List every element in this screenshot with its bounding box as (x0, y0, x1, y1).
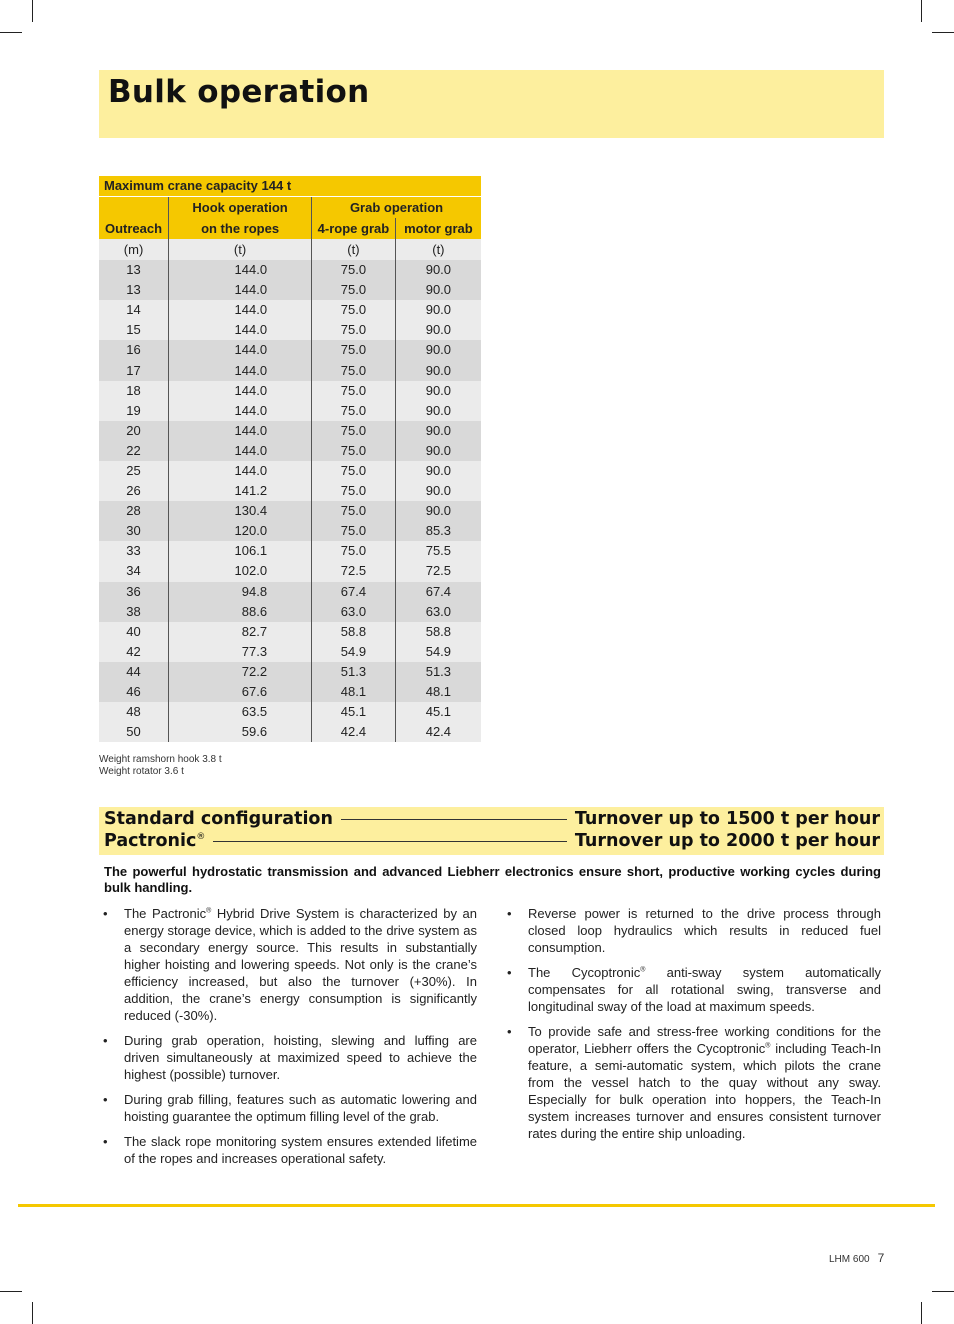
table-row (99, 401, 481, 421)
outreach-cell: 13 (99, 280, 169, 300)
outreach-cell: 22 (99, 441, 169, 461)
motor-grab-cell: 90.0 (395, 280, 481, 300)
table-row (99, 481, 481, 501)
motor-grab-cell: 90.0 (395, 340, 481, 360)
outreach-cell: 48 (99, 702, 169, 722)
table-header-row (99, 218, 481, 239)
table-row (99, 340, 481, 360)
rope-grab-cell: 75.0 (312, 340, 396, 360)
hook-capacity-cell: 94.8 (169, 582, 312, 602)
list-item (103, 905, 477, 1024)
crop-mark (921, 1302, 922, 1324)
rope-grab-cell: 75.0 (312, 260, 396, 280)
config-pactronic-turnover: Turnover up to 2000 t per hour (574, 831, 880, 851)
hook-capacity-cell: 144.0 (169, 401, 312, 421)
table-caption: Maximum crane capacity 144 t (99, 176, 481, 197)
divider-line (213, 841, 567, 842)
rope-grab-cell: 54.9 (312, 642, 396, 662)
bullet: • (103, 1092, 108, 1107)
hook-capacity-cell: 120.0 (169, 521, 312, 541)
config-row-standard (104, 808, 880, 830)
motor-grab-cell: 67.4 (395, 582, 481, 602)
motor-grab-cell: 90.0 (395, 381, 481, 401)
hook-capacity-cell: 144.0 (169, 421, 312, 441)
feature-list (103, 905, 477, 1167)
list-item (103, 1091, 477, 1125)
table-row (99, 461, 481, 481)
motor-grab-cell: 90.0 (395, 501, 481, 521)
text: During grab filling, features such as automatic lowering and hoisting guarantee the optimum filling level of the grab. (124, 1092, 477, 1124)
capacity-table (99, 176, 481, 742)
hook-capacity-cell: 82.7 (169, 622, 312, 642)
outreach-cell: 17 (99, 360, 169, 380)
table-row (99, 381, 481, 401)
registered-mark: ® (640, 966, 646, 974)
outreach-cell: 13 (99, 260, 169, 280)
crop-mark (932, 1291, 954, 1292)
outreach-cell: 28 (99, 501, 169, 521)
crop-mark (0, 1291, 22, 1292)
header-empty (99, 197, 169, 219)
unit-cell: (m) (99, 239, 169, 260)
table-row (99, 682, 481, 702)
bullet: • (507, 1024, 512, 1039)
note-rotator: Weight rotator 3.6 t (99, 766, 184, 777)
hook-capacity-cell: 77.3 (169, 642, 312, 662)
outreach-cell: 16 (99, 340, 169, 360)
crop-mark (32, 1302, 33, 1324)
unit-cell: (t) (312, 239, 396, 260)
bullet: • (507, 965, 512, 980)
outreach-cell: 33 (99, 541, 169, 561)
rope-grab-cell: 75.0 (312, 461, 396, 481)
title-band (99, 70, 884, 138)
model-name: LHM 600 (829, 1254, 870, 1265)
unit-cell: (t) (395, 239, 481, 260)
text: To provide safe and stress-free working conditions for the operator, Liebherr offers the Cycoptronic (528, 1024, 881, 1056)
right-column (507, 905, 881, 1150)
table-body (99, 260, 481, 742)
hook-capacity-cell: 144.0 (169, 300, 312, 320)
page-footer (829, 1251, 884, 1265)
rope-grab-cell: 58.8 (312, 622, 396, 642)
rope-grab-cell: 75.0 (312, 320, 396, 340)
outreach-cell: 15 (99, 320, 169, 340)
registered-mark: ® (196, 832, 206, 843)
registered-mark: ® (765, 1042, 771, 1050)
config-row-pactronic (104, 830, 880, 852)
hook-capacity-cell: 67.6 (169, 682, 312, 702)
rope-grab-cell: 75.0 (312, 521, 396, 541)
table-row (99, 280, 481, 300)
hook-capacity-cell: 144.0 (169, 441, 312, 461)
motor-grab-cell: 58.8 (395, 622, 481, 642)
table-notes (99, 754, 222, 778)
hook-capacity-cell: 144.0 (169, 381, 312, 401)
list-item (103, 1133, 477, 1167)
bullet: • (103, 1134, 108, 1149)
table-row (99, 722, 481, 742)
table-row (99, 541, 481, 561)
hook-capacity-cell: 59.6 (169, 722, 312, 742)
outreach-cell: 44 (99, 662, 169, 682)
table-row (99, 260, 481, 280)
config-standard-turnover: Turnover up to 1500 t per hour (574, 809, 880, 829)
table-row (99, 501, 481, 521)
motor-grab-cell: 90.0 (395, 421, 481, 441)
rope-grab-cell: 75.0 (312, 300, 396, 320)
outreach-cell: 40 (99, 622, 169, 642)
motor-grab-cell: 90.0 (395, 481, 481, 501)
hook-capacity-cell: 144.0 (169, 360, 312, 380)
text: including Teach-In feature, a semi-automatic system, which pilots the crane from the vessel hatch to the quay without any sway. Especially for bulk operation into hoppers, the Teach-In system increases turnover and ensures consistent turnover rates during the entire ship unloading. (528, 1041, 881, 1141)
table-row (99, 561, 481, 581)
motor-grab-cell: 90.0 (395, 260, 481, 280)
outreach-cell: 34 (99, 561, 169, 581)
note-ramshorn-hook: Weight ramshorn hook 3.8 t (99, 754, 222, 765)
configuration-band (99, 807, 884, 855)
hook-capacity-cell: 63.5 (169, 702, 312, 722)
header-hook-operation: Hook operation (169, 197, 312, 219)
rope-grab-cell: 48.1 (312, 682, 396, 702)
hook-capacity-cell: 88.6 (169, 602, 312, 622)
rope-grab-cell: 75.0 (312, 481, 396, 501)
outreach-cell: 20 (99, 421, 169, 441)
hook-capacity-cell: 144.0 (169, 340, 312, 360)
feature-list (507, 905, 881, 1142)
header-motor-grab: motor grab (395, 218, 481, 239)
table-row (99, 602, 481, 622)
table-row (99, 622, 481, 642)
table-row (99, 521, 481, 541)
text: anti-sway system automatically compensates for all rotational swing, transverse and longitudinal sway of the load at maximum speeds. (528, 965, 881, 1014)
outreach-cell: 25 (99, 461, 169, 481)
unit-cell: (t) (169, 239, 312, 260)
hook-capacity-cell: 144.0 (169, 280, 312, 300)
motor-grab-cell: 48.1 (395, 682, 481, 702)
registered-mark: ® (206, 907, 212, 915)
motor-grab-cell: 54.9 (395, 642, 481, 662)
rope-grab-cell: 72.5 (312, 561, 396, 581)
crop-mark (932, 32, 954, 33)
outreach-cell: 19 (99, 401, 169, 421)
list-item (507, 905, 881, 956)
text: Reverse power is returned to the drive process through closed loop hydraulics which results in reduced fuel consumption. (528, 906, 881, 955)
motor-grab-cell: 45.1 (395, 702, 481, 722)
text: The slack rope monitoring system ensures extended lifetime of the ropes and increases operational safety. (124, 1134, 477, 1166)
text: The Cycoptronic (528, 965, 641, 980)
table-row (99, 421, 481, 441)
table-row (99, 441, 481, 461)
outreach-cell: 18 (99, 381, 169, 401)
motor-grab-cell: 90.0 (395, 300, 481, 320)
motor-grab-cell: 63.0 (395, 602, 481, 622)
outreach-cell: 50 (99, 722, 169, 742)
table-header-row (99, 197, 481, 219)
rope-grab-cell: 45.1 (312, 702, 396, 722)
header-on-the-ropes: on the ropes (169, 218, 312, 239)
hook-capacity-cell: 141.2 (169, 481, 312, 501)
table-row (99, 320, 481, 340)
config-pactronic-label (104, 831, 205, 851)
hook-capacity-cell: 102.0 (169, 561, 312, 581)
table-row (99, 702, 481, 722)
rope-grab-cell: 75.0 (312, 360, 396, 380)
outreach-cell: 30 (99, 521, 169, 541)
outreach-cell: 38 (99, 602, 169, 622)
table-row (99, 360, 481, 380)
rope-grab-cell: 75.0 (312, 501, 396, 521)
motor-grab-cell: 42.4 (395, 722, 481, 742)
rope-grab-cell: 75.0 (312, 381, 396, 401)
motor-grab-cell: 75.5 (395, 541, 481, 561)
text: Hybrid Drive System is characterized by an energy storage device, which is added to the drive system as a secondary energy source. This results in substantially higher hoisting and lowering speeds. Not only is the crane’s efficiency increased, but also the turnover (+30%). In addition, the crane’s energy consumption is significantly reduced (-30%). (124, 906, 477, 1023)
rope-grab-cell: 75.0 (312, 401, 396, 421)
hook-capacity-cell: 106.1 (169, 541, 312, 561)
header-outreach: Outreach (99, 218, 169, 239)
table-row (99, 642, 481, 662)
text: The Pactronic (124, 906, 207, 921)
rope-grab-cell: 63.0 (312, 602, 396, 622)
rope-grab-cell: 67.4 (312, 582, 396, 602)
outreach-cell: 36 (99, 582, 169, 602)
intro-paragraph: The powerful hydrostatic transmission and advanced Liebherr electronics ensure short, productive working cycles during bulk handling. (104, 864, 881, 895)
text: During grab operation, hoisting, slewing and luffing are driven simultaneously at maximized speed to achieve the highest (possible) turnover. (124, 1033, 477, 1082)
config-standard-label: Standard configuration (104, 809, 333, 829)
header-4-rope-grab: 4-rope grab (312, 218, 396, 239)
hook-capacity-cell: 144.0 (169, 320, 312, 340)
page-number: 7 (877, 1251, 885, 1265)
motor-grab-cell: 90.0 (395, 461, 481, 481)
footer-rule (18, 1204, 935, 1207)
rope-grab-cell: 75.0 (312, 421, 396, 441)
rope-grab-cell: 75.0 (312, 280, 396, 300)
table-caption-row (99, 176, 481, 197)
motor-grab-cell: 90.0 (395, 441, 481, 461)
motor-grab-cell: 85.3 (395, 521, 481, 541)
crop-mark (921, 0, 922, 22)
motor-grab-cell: 51.3 (395, 662, 481, 682)
hook-capacity-cell: 144.0 (169, 461, 312, 481)
divider-line (341, 819, 567, 820)
crop-mark (32, 0, 33, 22)
crop-mark (0, 32, 22, 33)
list-item (507, 964, 881, 1015)
motor-grab-cell: 90.0 (395, 320, 481, 340)
list-item (507, 1023, 881, 1142)
hook-capacity-cell: 72.2 (169, 662, 312, 682)
motor-grab-cell: 90.0 (395, 360, 481, 380)
rope-grab-cell: 75.0 (312, 441, 396, 461)
table-row (99, 300, 481, 320)
rope-grab-cell: 42.4 (312, 722, 396, 742)
pactronic-text: Pactronic (104, 831, 197, 851)
bullet: • (507, 906, 512, 921)
hook-capacity-cell: 130.4 (169, 501, 312, 521)
outreach-cell: 46 (99, 682, 169, 702)
rope-grab-cell: 51.3 (312, 662, 396, 682)
page-title: Bulk operation (108, 74, 370, 110)
motor-grab-cell: 72.5 (395, 561, 481, 581)
bullet: • (103, 906, 108, 921)
outreach-cell: 14 (99, 300, 169, 320)
table-units-row (99, 239, 481, 260)
outreach-cell: 26 (99, 481, 169, 501)
hook-capacity-cell: 144.0 (169, 260, 312, 280)
outreach-cell: 42 (99, 642, 169, 662)
list-item (103, 1032, 477, 1083)
header-grab-operation: Grab operation (312, 197, 481, 219)
table-row (99, 662, 481, 682)
table-row (99, 582, 481, 602)
bullet: • (103, 1033, 108, 1048)
motor-grab-cell: 90.0 (395, 401, 481, 421)
rope-grab-cell: 75.0 (312, 541, 396, 561)
left-column (103, 905, 477, 1175)
